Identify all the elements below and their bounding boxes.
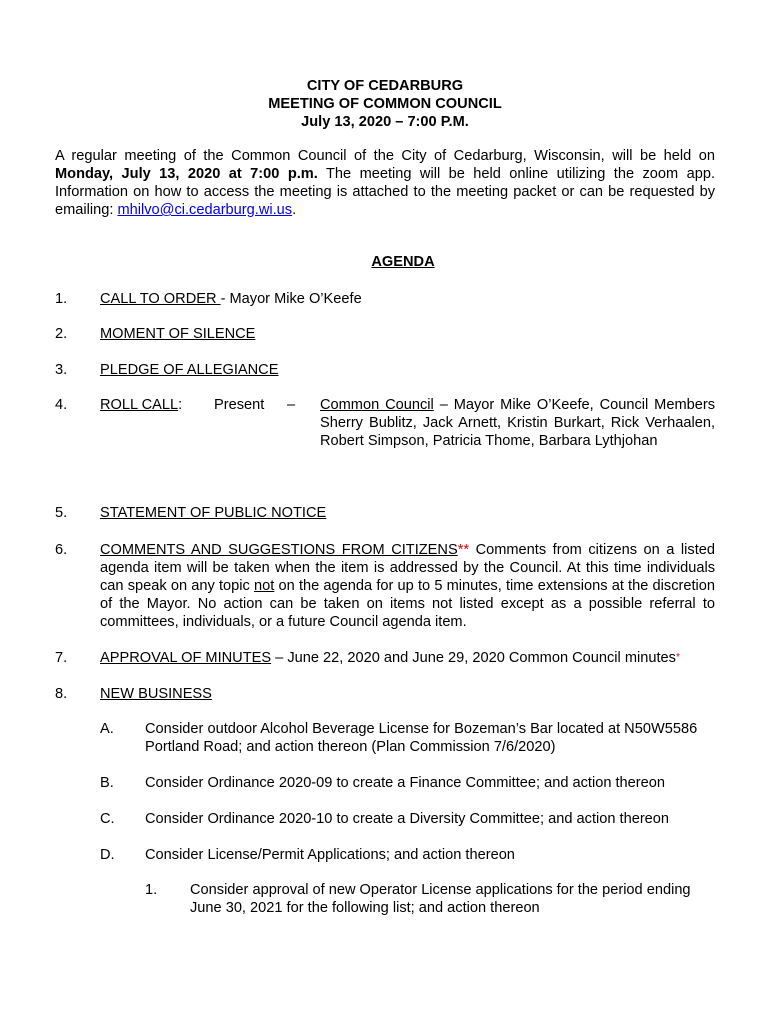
item-label: PLEDGE OF ALLEGIANCE bbox=[100, 362, 279, 378]
agenda-heading: AGENDA bbox=[371, 254, 435, 270]
city-name: CITY OF CEDARBURG bbox=[306, 78, 464, 94]
item-number: 7. bbox=[55, 650, 68, 666]
sub-sub-item-number: 1. bbox=[145, 882, 158, 898]
item-label: ROLL CALL bbox=[100, 397, 179, 413]
sub-item-text: Consider Ordinance 2020-09 to create a Finance Committee; and action thereon bbox=[145, 775, 666, 791]
item-label: APPROVAL OF MINUTES bbox=[100, 650, 272, 666]
asterisk-marker: * bbox=[675, 652, 680, 663]
sub-item-letter: A. bbox=[100, 721, 114, 737]
roll-call-present: Present bbox=[214, 397, 265, 413]
item-number: 8. bbox=[55, 686, 68, 702]
roll-call-dash: – bbox=[287, 397, 296, 413]
item-label: COMMENTS AND SUGGESTIONS FROM CITIZENS bbox=[100, 542, 458, 558]
roll-call-colon: : bbox=[178, 397, 183, 413]
intro-text-2: The meeting will be held online utilizing the zoom app. Information on how to access the meeting is attached to the meeting packet or can be requested by emailing: bbox=[55, 166, 716, 218]
meeting-title: MEETING OF COMMON COUNCIL bbox=[268, 96, 502, 112]
item-number: 6. bbox=[55, 542, 68, 558]
intro-paragraph bbox=[55, 147, 715, 219]
item-label: CALL TO ORDER bbox=[100, 291, 221, 307]
item-detail: - Mayor Mike O’Keefe bbox=[220, 291, 362, 307]
item-number: 5. bbox=[55, 505, 68, 521]
common-council-label: Common Council bbox=[320, 397, 434, 413]
item-number: 4. bbox=[55, 397, 68, 413]
item-label: STATEMENT OF PUBLIC NOTICE bbox=[100, 505, 327, 521]
item-number: 1. bbox=[55, 291, 68, 307]
sub-item-text: Consider License/Permit Applications; and action thereon bbox=[145, 847, 515, 863]
sub-item-text: Consider Ordinance 2020-10 to create a Diversity Committee; and action thereon bbox=[145, 811, 670, 827]
sub-item-letter: D. bbox=[100, 847, 115, 863]
item-number: 3. bbox=[55, 362, 68, 378]
item-detail-2: on the agenda for up to 5 minutes, time extensions at the discretion of the Mayor. No action can be taken on items not listed except as a possible referral to committees, individuals, or a future Council agenda item. bbox=[100, 578, 715, 630]
item-label: NEW BUSINESS bbox=[100, 686, 212, 702]
document-header bbox=[0, 77, 770, 131]
emphasis-not: not bbox=[254, 578, 275, 594]
sub-item-letter: B. bbox=[100, 775, 114, 791]
intro-text-3: . bbox=[292, 202, 297, 218]
item-detail: Comments from citizens on a listed agenda item will be taken when the item is addressed by the Council. At this time individuals can speak on any topic bbox=[100, 542, 715, 594]
item-label: MOMENT OF SILENCE bbox=[100, 326, 256, 342]
sub-item-letter: C. bbox=[100, 811, 115, 827]
item-detail: – June 22, 2020 and June 29, 2020 Common Council minutes bbox=[271, 650, 676, 666]
council-members: – Mayor Mike O’Keefe, Council Members Sherry Bublitz, Jack Arnett, Kristin Burkart, Rick Verhaalen, Robert Simpson, Patricia Thome, Barbara Lythjohan bbox=[320, 397, 715, 449]
meeting-date: July 13, 2020 – 7:00 P.M. bbox=[301, 114, 469, 130]
asterisk-marker: ** bbox=[457, 542, 470, 558]
intro-meeting-date: Monday, July 13, 2020 at 7:00 p.m. bbox=[55, 166, 318, 182]
email-link[interactable]: mhilvo@ci.cedarburg.wi.us bbox=[117, 202, 293, 218]
item-number: 2. bbox=[55, 326, 68, 342]
sub-item-text: Consider outdoor Alcohol Beverage License for Bozeman’s Bar located at N50W5586 Portland Road; and action thereon (Plan Commission 7/6/2020) bbox=[145, 721, 698, 755]
intro-text-1: A regular meeting of the Common Council of the City of Cedarburg, Wisconsin, will be held on bbox=[55, 148, 715, 164]
sub-sub-item-text: Consider approval of new Operator License applications for the period ending June 30, 2021 for the following list; and action thereon bbox=[190, 882, 691, 916]
